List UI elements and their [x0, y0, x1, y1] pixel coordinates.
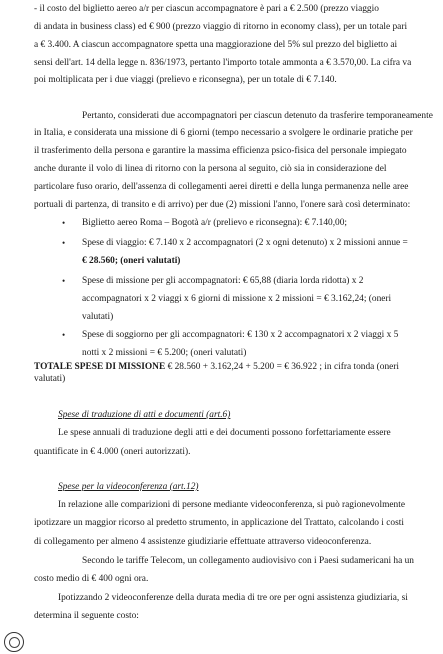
- bullet-2-line-1: Spese di viaggio: € 7.140 x 2 accompagnatori (2 x ogni detenuto) x 2 missioni annue =: [82, 238, 408, 248]
- bullet-dot: •: [62, 238, 66, 248]
- video-p3-line-2: determina il seguente costo:: [34, 611, 139, 621]
- p1-line-2: di andata in business class) ed € 900 (prezzo viaggio di ritorno in economy class), per un totale pari: [34, 22, 408, 32]
- video-p2-line-1: Secondo le tariffe Telecom, un collegamento audiovisivo con i Paesi sudamericani ha un: [82, 556, 414, 566]
- traduzione-line-1: Le spese annuali di traduzione degli atti e dei documenti possono forfettariamente essere: [58, 428, 391, 438]
- bullet-3-line-3: valutati): [82, 312, 114, 322]
- bullet-4-line-1: Spese di soggiorno per gli accompagnatori: € 130 x 2 accompagnatori x 2 viaggi x 5: [82, 330, 399, 340]
- totale-label: TOTALE SPESE DI MISSIONE: [34, 362, 166, 372]
- video-p2-line-2: costo medio di € 400 ogni ora.: [34, 574, 149, 584]
- totale-line-2: valutati): [34, 374, 66, 384]
- video-p1-line-3: di collegamento per almeno 4 assistenze giudiziarie effettuate attraverso videoconferenza.: [34, 537, 372, 547]
- video-p1-line-1: In relazione alle comparizioni di persone mediante videoconferenza, si può ragionevolmente: [58, 500, 405, 510]
- seal-stamp-icon: [4, 632, 24, 652]
- bullet-dot: •: [62, 276, 66, 286]
- heading-videoconferenza: Spese per la videoconferenza (art.12): [58, 482, 199, 492]
- bullet-1-line-1: Biglietto aereo Roma – Bogotà a/r (prelievo e riconsegna): € 7.140,00;: [82, 218, 348, 228]
- p2-line-5: particolare fuso orario, dell'assenza di collegamenti aerei diretti e della lunga permanenza nelle aree: [34, 182, 409, 192]
- p2-line-4: anche durante il volo di linea di ritorno con la persona al seguito, ciò sia in considerazione del: [34, 164, 387, 174]
- p2-line-2: in Italia, e considerata una missione di 6 giorni (tempo necessario a svolgere le ordinarie pratiche per: [34, 128, 413, 138]
- video-p1-line-2: ipotizzare un maggior ricorso al predetto strumento, in applicazione del Trattato, calcolando i costi: [34, 518, 404, 528]
- p2-line-1: Pertanto, considerati due accompagnatori per ciascun detenuto da trasferire temporaneamente: [82, 111, 433, 121]
- bullet-3-line-1: Spese di missione per gli accompagnatori: € 65,88 (diaria lorda ridotta) x 2: [82, 276, 364, 286]
- heading-traduzione: Spese di traduzione di atti e documenti (art.6): [58, 410, 231, 420]
- bullet-dot: •: [62, 330, 66, 340]
- p1-line-4: sensi dell'art. 14 della legge n. 836/1973, pertanto l'importo totale ammonta a € 3.570,00. La cifra va: [34, 58, 412, 68]
- traduzione-line-2: quantificate in € 4.000 (oneri autorizzati).: [34, 447, 191, 457]
- bullet-3-line-2: accompagnatori x 2 viaggi x 6 giorni di missione x 2 missioni = € 3.162,24; (oneri: [82, 294, 392, 304]
- p1-line-3: a € 3.400. A ciascun accompagnatore spetta una maggiorazione del 5% sul prezzo del biglietto ai: [34, 40, 398, 50]
- bullet-dot: •: [62, 218, 66, 228]
- video-p3-line-1: Ipotizzando 2 videoconferenze della durata media di tre ore per ogni assistenza giudiziaria, si: [58, 593, 408, 603]
- p2-line-3: il trasferimento della persona e garantire la massima efficienza psico-fisica del personale impiegato: [34, 146, 407, 156]
- p1-line-5: poi moltiplicata per i due viaggi (prelievo e riconsegna), per un totale di € 7.140.: [34, 75, 337, 85]
- bullet-4-line-2: notti x 2 missioni = € 5.200; (oneri valutati): [82, 348, 247, 358]
- p1-line-1: - il costo del biglietto aereo a/r per ciascun accompagnatore è pari a € 2.500 (prezzo viaggio: [34, 4, 379, 14]
- totale-line-1: [34, 361, 399, 373]
- p2-line-6: portuali di partenza, di transito e di arrivo) per due (2) missioni l'anno, l'onere sarà così determinato:: [34, 200, 411, 210]
- totale-formula: € 28.560 + 3.162,24 + 5.200 = € 36.922 ; in cifra tonda (oneri: [167, 362, 400, 372]
- bullet-2-line-2: € 28.560; (oneri valutati): [82, 256, 181, 266]
